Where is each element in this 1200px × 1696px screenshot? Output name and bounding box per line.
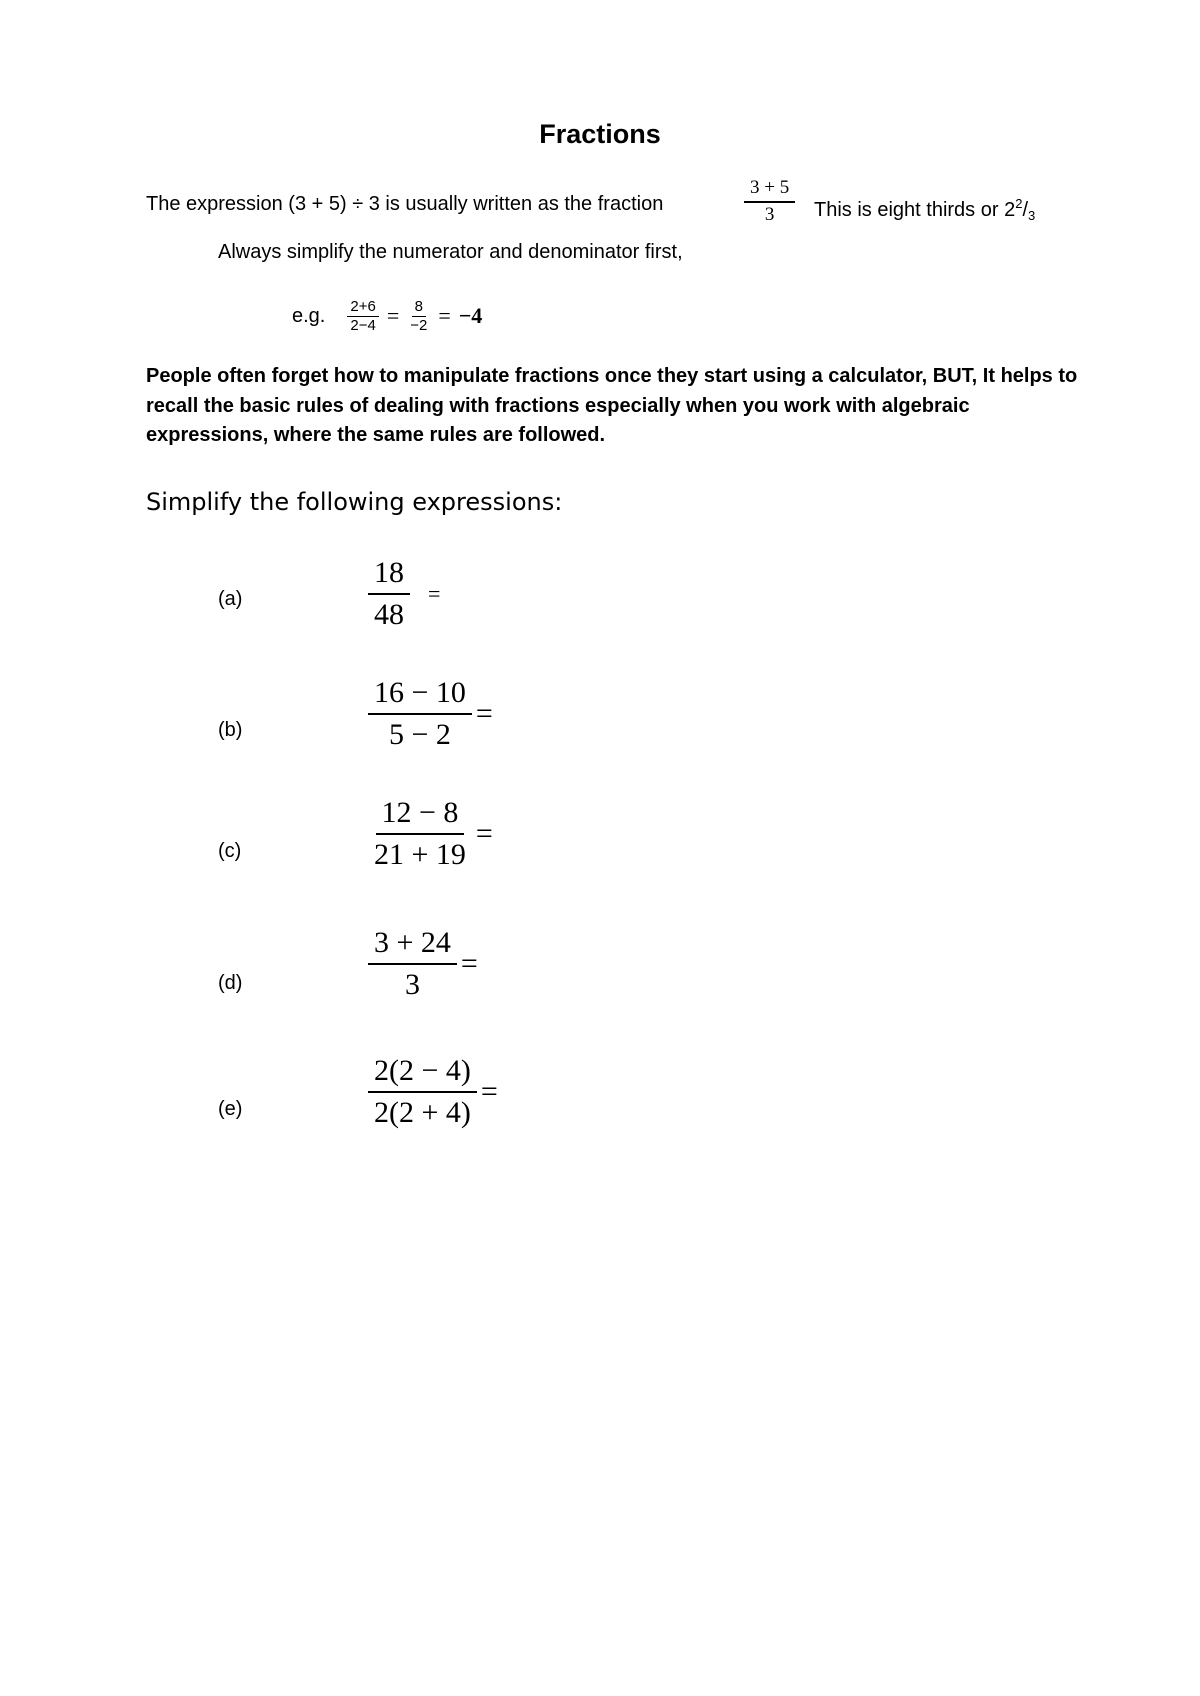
intro-fraction-numerator: 3 + 5 [744, 176, 795, 203]
example-fraction-1-denominator: 2−4 [350, 316, 376, 334]
example-fraction-2 [407, 298, 430, 335]
intro-fraction [744, 176, 795, 227]
example-result: −4 [458, 303, 483, 328]
exercise-denominator: 3 [404, 968, 420, 1001]
exercise-label: (a) [218, 588, 243, 610]
example-fraction-2-denominator: −2 [410, 316, 428, 334]
exercise-fraction [368, 673, 493, 755]
exercise-fraction [368, 923, 478, 1005]
intro-mixed-text: This is eight thirds or 2 [814, 199, 1016, 221]
mixed-slash: / [1022, 199, 1028, 221]
exercise-numerator: 18 [368, 553, 410, 595]
example-equals-2: = [438, 303, 451, 328]
exercise-numerator: 3 + 24 [368, 923, 457, 965]
intro-text [146, 191, 663, 217]
example-fraction-2-numerator: 8 [412, 298, 426, 317]
exercise-equals: = [475, 817, 493, 850]
page-title: Fractions [539, 119, 661, 149]
exercise-denominator: 2(2 + 4) [374, 1096, 471, 1129]
exercise-label: (b) [218, 719, 243, 741]
mixed-denominator: 3 [1028, 208, 1036, 223]
exercise-numerator: 2(2 − 4) [368, 1051, 477, 1093]
exercise-fraction [368, 1051, 498, 1133]
exercise-numerator: 16 − 10 [368, 673, 472, 715]
intro-text-before: The expression (3 + 5) ÷ 3 is usually written as the fraction [146, 193, 664, 215]
mixed-numerator: 2 [1015, 196, 1023, 211]
exercise-denominator: 21 + 19 [374, 838, 466, 871]
exercise-fraction [368, 553, 440, 635]
exercise-label: (e) [218, 1098, 243, 1120]
example-fraction-1 [347, 298, 378, 335]
exercise-fraction [368, 793, 493, 875]
example-fraction-1-numerator: 2+6 [347, 298, 378, 317]
exercise-instructions: Simplify the following expressions: [146, 488, 563, 516]
exercise-denominator: 48 [374, 598, 404, 631]
intro-fraction-denominator: 3 [764, 204, 775, 225]
example-line [292, 296, 482, 336]
explanation-paragraph: People often forget how to manipulate fractions once they start using a calculator, BUT, It helps to recall the basic rules of dealing with fractions especially when you work with algebraic expressions, where the same rules are followed. [146, 365, 1078, 446]
intro-text-after [814, 191, 1035, 229]
exercise-denominator: 5 − 2 [389, 718, 451, 751]
exercise-equals: = [480, 1075, 498, 1108]
simplify-note: Always simplify the numerator and denominator first, [218, 241, 683, 263]
exercise-numerator: 12 − 8 [376, 793, 465, 835]
exercise-equals: = [460, 947, 478, 980]
example-equals-1: = [386, 303, 400, 328]
example-label: e.g. [292, 305, 326, 327]
exercise-equals: = [428, 581, 441, 606]
exercise-label: (d) [218, 972, 243, 994]
exercise-label: (c) [218, 840, 242, 862]
exercise-equals: = [475, 697, 493, 730]
